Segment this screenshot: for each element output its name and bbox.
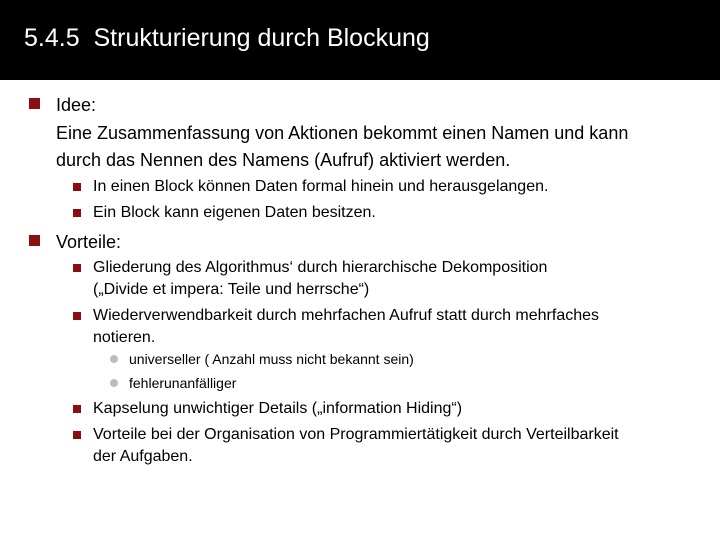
bullet-text: Eine Zusammenfassung von Aktionen bekommt einen Namen und kann (56, 123, 629, 143)
sub-bullet-text: notieren. (93, 329, 156, 346)
bullet-text: Vorteile: (56, 232, 122, 252)
sub-bullet-text: Ein Block kann eigenen Daten besitzen. (93, 204, 376, 221)
sub-sub-bullet-dot-icon (110, 355, 118, 363)
sub-bullet-square-icon (73, 312, 81, 320)
sub-bullet-square-icon (73, 183, 81, 191)
bullet-text: durch das Nennen des Namens (Aufruf) aktiviert werden. (56, 150, 511, 170)
bullet-square-icon (29, 235, 40, 246)
sub-sub-bullet-dot-icon (110, 379, 118, 387)
sub-bullet-text: der Aufgaben. (93, 448, 193, 465)
sub-bullet-text: Gliederung des Algorithmus‘ durch hierarchische Dekomposition (93, 259, 548, 276)
bullet-text: Idee: (56, 95, 97, 115)
sub-bullet-text: („Divide et impera: Teile und herrsche“) (93, 281, 370, 298)
sub-bullet-square-icon (73, 431, 81, 439)
sub-bullet-square-icon (73, 264, 81, 272)
sub-sub-bullet-text: fehlerunanfälliger (129, 375, 237, 391)
sub-sub-bullet-text: universeller ( Anzahl muss nicht bekannt sein) (129, 351, 414, 367)
sub-bullet-text: Vorteile bei der Organisation von Programmiertätigkeit durch Verteilbarkeit (93, 426, 619, 443)
sub-bullet-square-icon (73, 209, 81, 217)
sub-bullet-square-icon (73, 405, 81, 413)
slide-title: 5.4.5 Strukturierung durch Blockung (24, 24, 430, 52)
bullet-square-icon (29, 98, 40, 109)
sub-bullet-text: Kapselung unwichtiger Details („information Hiding“) (93, 400, 463, 417)
sub-bullet-text: In einen Block können Daten formal hinein und herausgelangen. (93, 178, 549, 195)
sub-bullet-text: Wiederverwendbarkeit durch mehrfachen Aufruf statt durch mehrfaches (93, 307, 600, 324)
